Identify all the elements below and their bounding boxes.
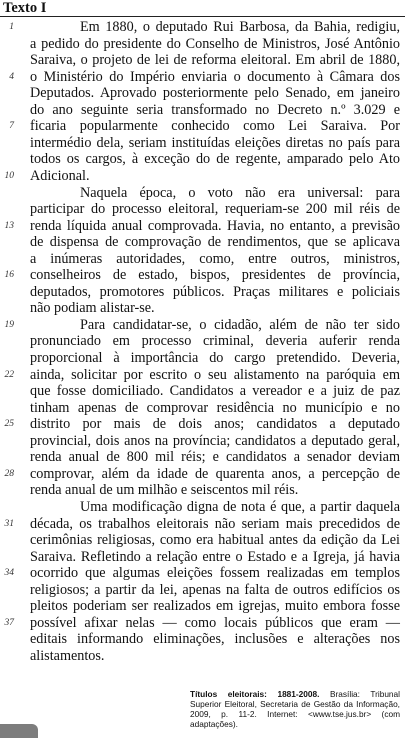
page-number-tab	[0, 724, 38, 738]
text-line	[0, 648, 405, 665]
line-text: cerimônias religiosas, como era habitual antes da edição da Lei	[30, 532, 400, 549]
line-text: do ano seguinte seria transformado no Decreto n.º 3.029 e	[30, 101, 400, 118]
text-line	[0, 598, 405, 615]
line-number: 31	[4, 518, 14, 529]
text-line	[0, 400, 405, 417]
line-text: pleitos poderiam ser realizados em igrejas, muito embora fosse	[30, 598, 400, 615]
line-text: ainda, solicitar por escrito o seu alistamento na paróquia em	[30, 366, 400, 383]
line-text: possível afixar nelas — como locais públicos que eram —	[30, 614, 400, 631]
text-line	[0, 615, 405, 632]
line-number: 16	[4, 270, 14, 281]
line-text: participar do processo eleitoral, requeriam-se 200 mil réis de	[30, 201, 400, 218]
text-line	[0, 350, 405, 367]
line-text: renda líquida anual comprovada. Havia, no entanto, a previsão	[30, 217, 400, 234]
line-text: o Ministério do Império enviaria o documento à Câmara dos	[30, 68, 400, 85]
text-line	[0, 185, 405, 202]
line-number: 13	[4, 220, 14, 231]
line-number: 34	[4, 568, 14, 579]
text-line	[0, 251, 405, 268]
title-divider	[0, 16, 405, 17]
line-text: pronunciado em processo criminal, deveria auferir renda	[30, 333, 400, 350]
line-text: intermédio dela, seriam instituídas eleições diretas no país para	[30, 134, 400, 151]
line-text: distrito por mais de dois anos; candidatos a deputado	[30, 416, 400, 433]
line-text: renda anual de um milhão e seiscentos mil réis.	[30, 482, 299, 499]
text-line	[0, 383, 405, 400]
text-line	[0, 582, 405, 599]
text-line	[0, 549, 405, 566]
line-text: ocorrido que algumas eleições fossem realizadas em templos	[30, 565, 400, 582]
text-line	[0, 499, 405, 516]
line-text: Uma modificação digna de nota é que, a partir daquela	[80, 498, 400, 515]
text-line	[0, 85, 405, 102]
text-line	[0, 168, 405, 185]
line-number: 19	[4, 319, 14, 330]
text-line	[0, 118, 405, 135]
line-text: Adicional.	[30, 167, 90, 184]
line-text: década, os trabalhos eleitorais não seriam mais precedidos de	[30, 515, 400, 532]
line-text: que fosse domiciliado. Candidatos a vereador e a juiz de paz	[30, 383, 400, 400]
line-text: renda anual de 800 mil réis; e candidatos a senador deviam	[30, 449, 400, 466]
line-text: Deputados. Aprovado posteriormente pelo Senado, em janeiro	[30, 85, 400, 102]
line-text: deputados, promotores públicos. Praças militares e policiais	[30, 283, 400, 300]
line-text: todos os cargos, à exceção do de regente, amparado pelo Ato	[30, 151, 400, 168]
text-line	[0, 565, 405, 582]
line-text: Em 1880, o deputado Rui Barbosa, da Bahia, redigiu,	[80, 19, 400, 35]
line-number: 4	[9, 71, 14, 82]
line-text: ficaria popularmente conhecido como Lei Saraiva. Por	[30, 118, 400, 135]
text-title: Texto I	[3, 0, 47, 16]
line-text: não podiam alistar-se.	[30, 300, 155, 317]
line-text: de dispensa de comprovação de rendimentos, que se aplicava	[30, 234, 400, 251]
text-line	[0, 135, 405, 152]
line-number: 10	[4, 170, 14, 181]
text-line	[0, 300, 405, 317]
source-citation	[190, 689, 400, 729]
text-line	[0, 449, 405, 466]
text-line	[0, 69, 405, 86]
line-text: a pedido do presidente do Conselho de Ministros, José Antônio	[30, 35, 400, 52]
text-line	[0, 516, 405, 533]
line-number: 28	[4, 468, 14, 479]
line-text: editais informando eliminações, inclusões e alterações nos	[30, 631, 400, 648]
line-text: Para candidatar-se, o cidadão, além de não ter sido	[80, 316, 400, 333]
text-line	[0, 631, 405, 648]
text-line	[0, 234, 405, 251]
line-number: 25	[4, 419, 14, 430]
line-text: conselheiros de estado, bispos, presidentes de província,	[30, 267, 400, 284]
line-text: religiosos; a partir da lei, apenas na falta de outros edifícios os	[30, 581, 400, 598]
source-details: Brasília: Tribunal Superior Eleitoral, Secretaria de Gestão da Informação, 2009, p. 11-2. Internet: <www.tse.jus.br> (com adaptações).	[190, 689, 401, 729]
line-text: Naquela época, o voto não era universal: para	[80, 184, 400, 201]
text-line	[0, 532, 405, 549]
text-line	[0, 19, 405, 36]
line-text: provincial, dois anos na província; candidatos a deputado geral,	[30, 432, 400, 449]
text-line	[0, 52, 405, 69]
text-line	[0, 433, 405, 450]
text-line	[0, 466, 405, 483]
line-text: comprovar, além da idade de quarenta anos, a percepção de	[30, 465, 400, 482]
text-line	[0, 36, 405, 53]
text-line	[0, 284, 405, 301]
text-line	[0, 201, 405, 218]
line-text: a inúmeras autoridades, como, entre outros, ministros,	[30, 250, 400, 267]
text-line	[0, 367, 405, 384]
line-text: Saraiva, o projeto de lei de reforma eleitoral. Em abril de 1880,	[30, 52, 400, 69]
line-number: 1	[9, 22, 14, 32]
text-line	[0, 482, 405, 499]
text-line	[0, 218, 405, 235]
text-line	[0, 102, 405, 119]
text-line	[0, 317, 405, 334]
line-text: tinham apenas de comprovar residência no município e no	[30, 399, 400, 416]
line-number: 22	[4, 369, 14, 380]
text-line	[0, 267, 405, 284]
text-line	[0, 333, 405, 350]
source-title: Títulos eleitorais: 1881-2008.	[190, 689, 320, 699]
text-line	[0, 151, 405, 168]
line-number: 7	[9, 121, 14, 132]
line-number: 37	[4, 617, 14, 628]
line-text: alistamentos.	[30, 647, 105, 664]
line-text: proporcional à importância do cargo pretendido. Deveria,	[30, 350, 400, 366]
text-line	[0, 416, 405, 433]
line-text: Saraiva. Refletindo a relação entre o Estado e a Igreja, já havia	[30, 548, 400, 565]
